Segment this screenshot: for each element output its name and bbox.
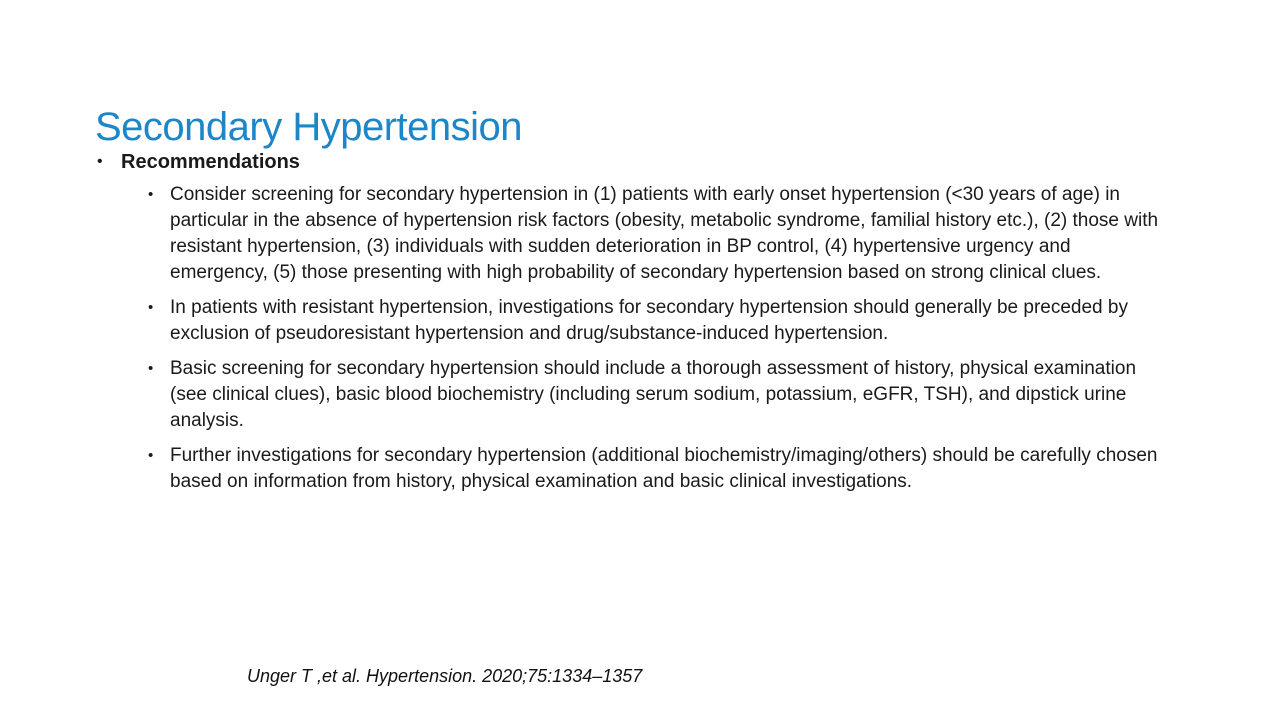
bullet-text: Basic screening for secondary hypertension should include a thorough assessment of history, physical examination (see clinical clues), basic blood biochemistry (including serum sodium, potassium, eGFR, TSH), and dipstick urine analysis. — [170, 358, 1137, 431]
bullet-item-screening-criteria — [148, 182, 1170, 286]
bullet-icon: • — [148, 360, 154, 377]
bullet-text: In patients with resistant hypertension, investigations for secondary hypertension should generally be preceded by exclusion of pseudoresistant hypertension and drug/substance-induced hypertension. — [170, 297, 1128, 344]
bullet-text: Consider screening for secondary hypertension in (1) patients with early onset hypertension (<30 years of age) in particular in the absence of hypertension risk factors (obesity, metabolic syndrome, familial history etc.), (2) those with resistant hypertension, (3) individuals with sudden deterioration in BP control, (4) hypertensive urgency and emergency, (5) those presenting with high probability of secondary hypertension based on strong clinical clues. — [170, 184, 1159, 283]
bullet-item-basic-screening — [148, 356, 1170, 434]
bullet-text: Further investigations for secondary hypertension (additional biochemistry/imaging/others) should be carefully chosen based on information from history, physical examination and basic clinical investigations. — [170, 445, 1158, 492]
bullet-icon: • — [148, 186, 154, 203]
slide-title: Secondary Hypertension — [95, 104, 523, 149]
slide-body — [97, 149, 1170, 504]
recommendations-heading-item — [97, 149, 1170, 175]
bullet-icon: • — [148, 447, 154, 464]
citation: Unger T ,et al. Hypertension. 2020;75:1334–1357 — [247, 666, 643, 686]
bullet-item-resistant-hypertension — [148, 295, 1170, 347]
recommendations-label: Recommendations — [121, 151, 300, 173]
bullet-item-further-investigations — [148, 443, 1170, 495]
bullet-icon: • — [148, 299, 154, 316]
bullet-icon: • — [97, 153, 103, 170]
